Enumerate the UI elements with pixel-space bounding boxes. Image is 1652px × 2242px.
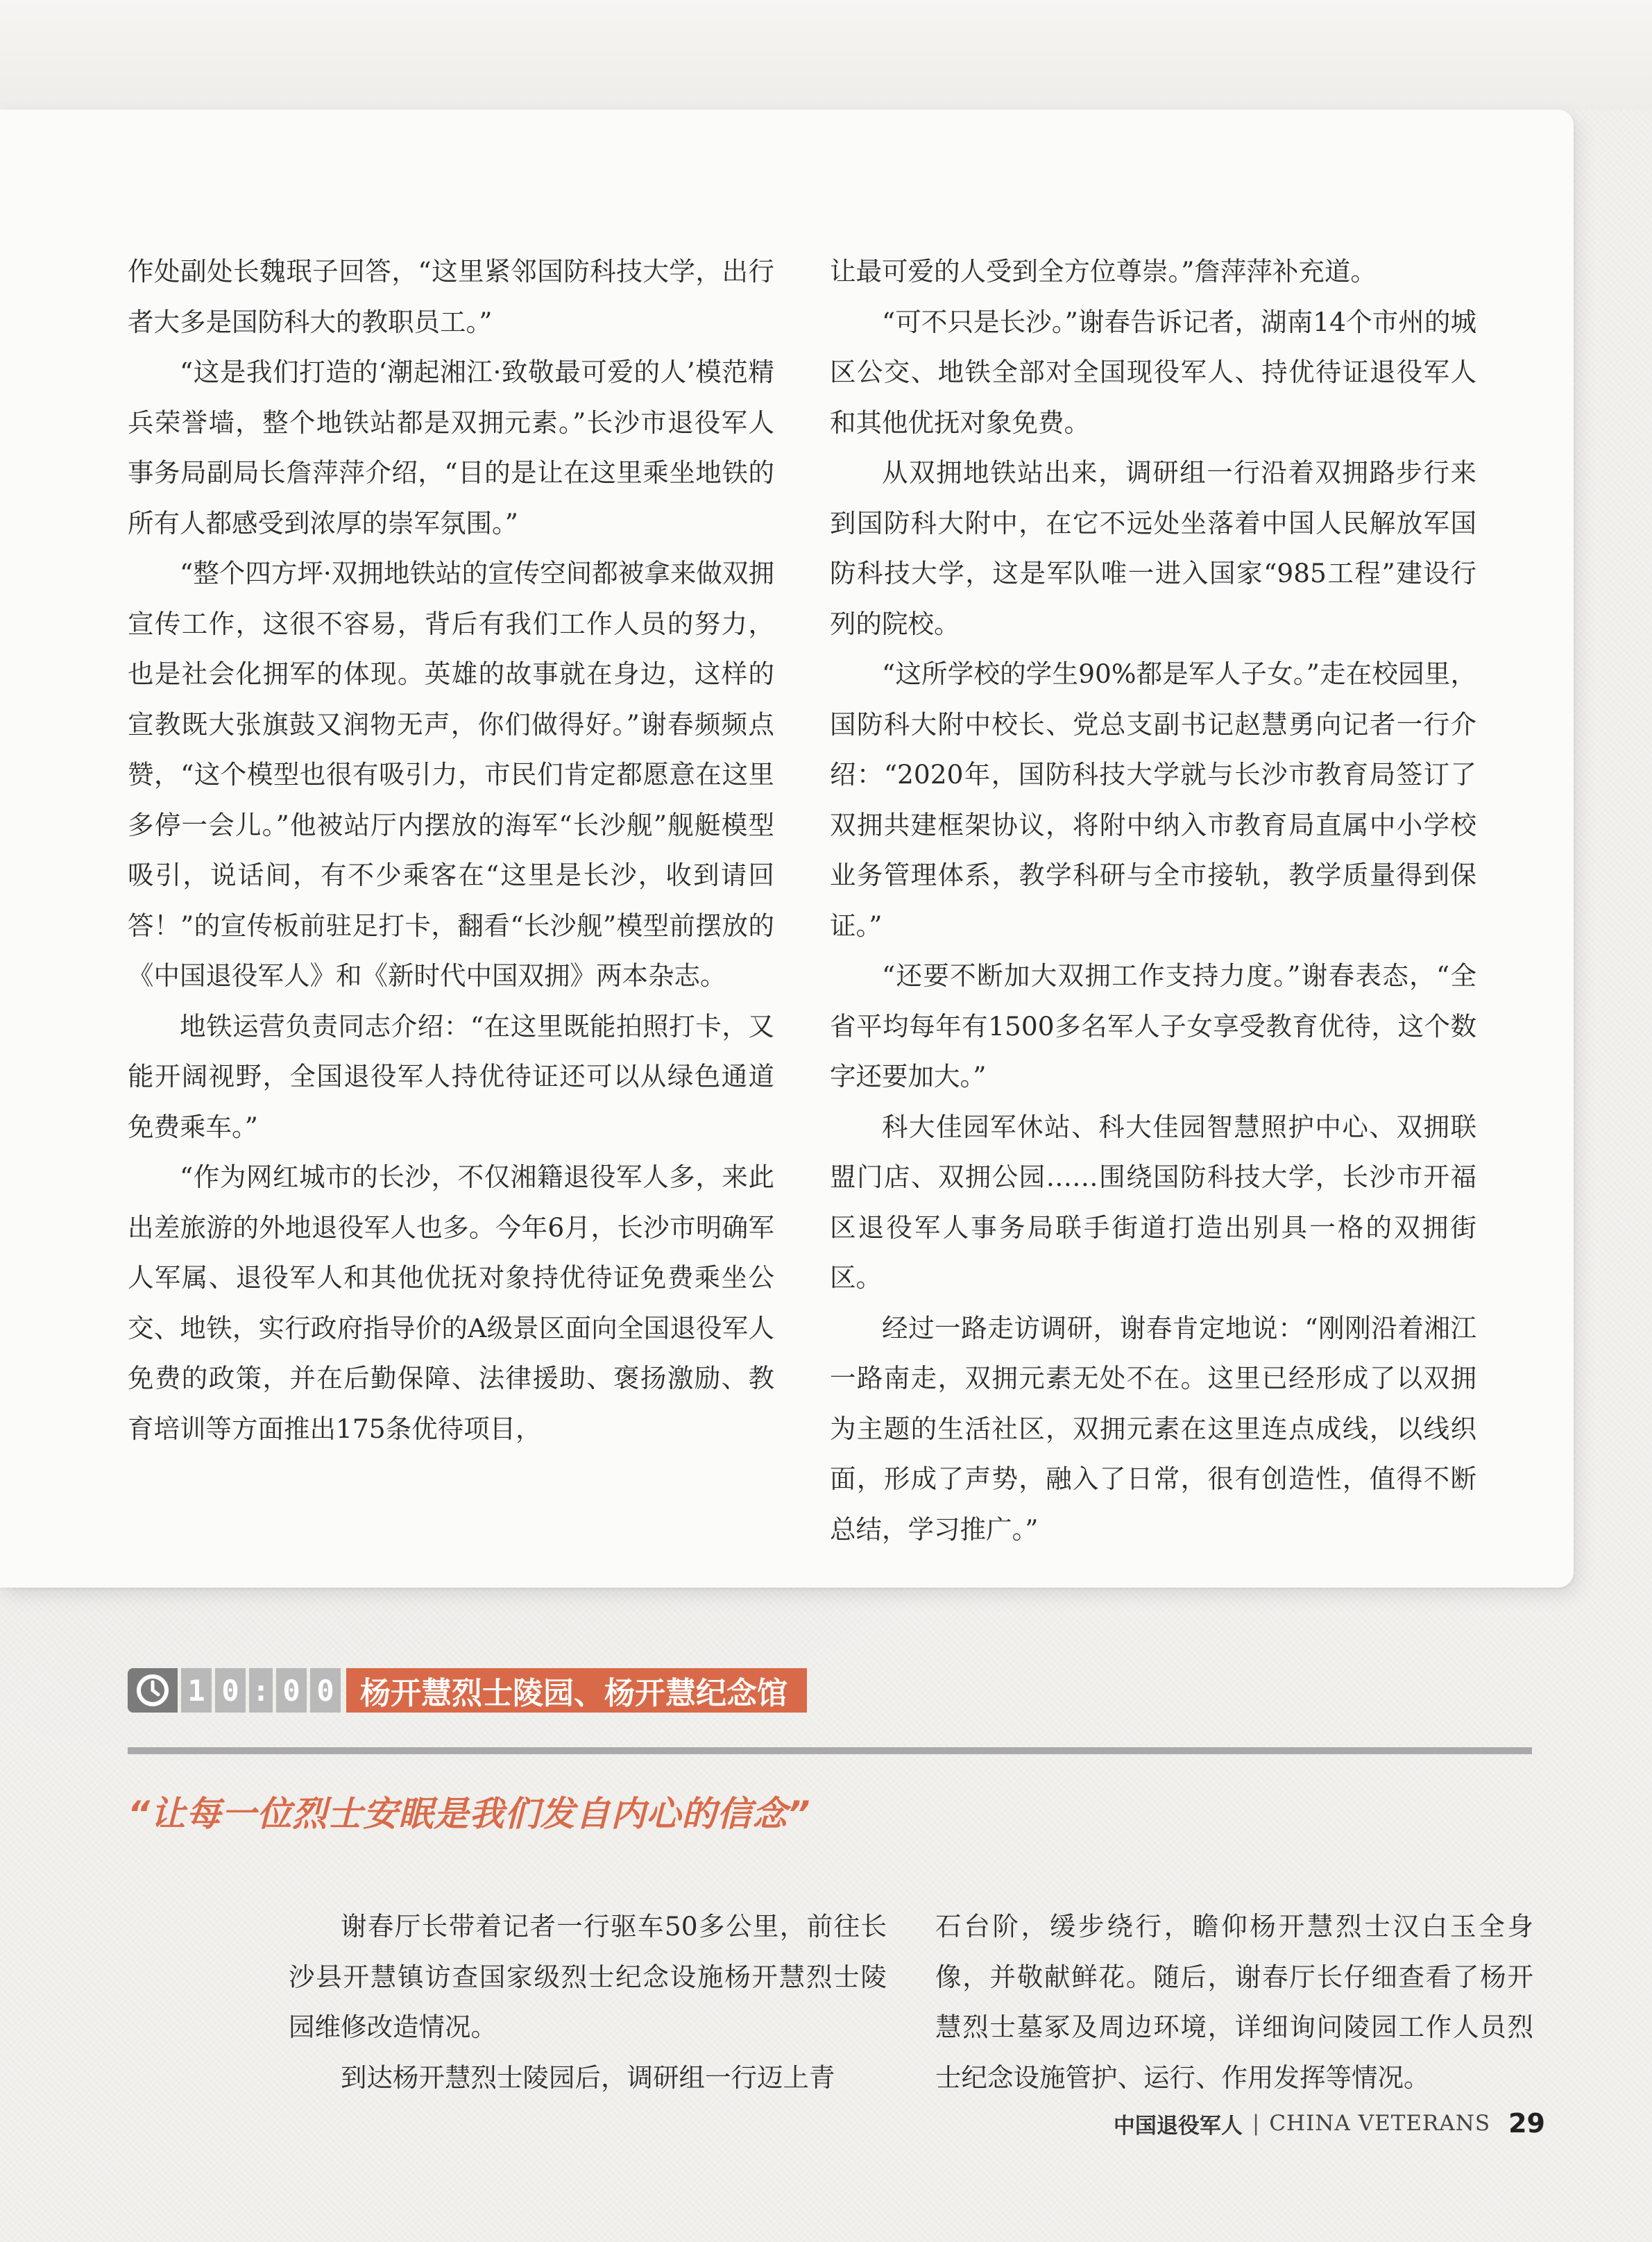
article-column-1 bbox=[128, 246, 774, 1454]
paragraph: “还要不断加大双拥工作支持力度。”谢春表态，“全省平均每年有1500多名军人子女享受教育优待，这个数字还要加大。” bbox=[830, 960, 1476, 1092]
section-title: 杨开慧烈士陵园、杨开慧纪念馆 bbox=[346, 1668, 807, 1713]
section-divider bbox=[128, 1747, 1532, 1754]
time-display bbox=[178, 1668, 341, 1713]
page-number: 29 bbox=[1508, 2108, 1545, 2139]
time-colon: : bbox=[249, 1668, 273, 1713]
paragraph: 让最可爱的人受到全方位尊崇。”詹萍萍补充道。 bbox=[830, 256, 1377, 287]
paragraph: “这所学校的学生90%都是军人子女。”走在校园里，国防科大附中校长、党总支副书记赵慧勇向记者一行介绍：“2020年，国防科技大学就与长沙市教育局签订了双拥共建框架协议，将附中纳入市教育局直属中小学校业务管理体系，教学科研与全市接轨，教学质量得到保证。” bbox=[830, 659, 1476, 941]
section-header bbox=[128, 1668, 807, 1713]
pull-quote: “让每一位烈士安眠是我们发自内心的信念” bbox=[128, 1794, 811, 1834]
page-footer bbox=[1114, 2109, 1545, 2137]
paragraph: 经过一路走访调研，谢春肯定地说：“刚刚沿着湘江一路南走，双拥元素无处不在。这里已经形成了以双拥为主题的生活社区，双拥元素在这里连点成线，以线织面，形成了声势，融入了日常，很有创造性，值得不断总结，学习推广。” bbox=[830, 1312, 1476, 1545]
paragraph: 石台阶，缓步绕行，瞻仰杨开慧烈士汉白玉全身像，并敬献鲜花。随后，谢春厅长仔细查看了杨开慧烈士墓冢及周边环境，详细询问陵园工作人员烈士纪念设施管护、运行、作用发挥等情况。 bbox=[935, 1911, 1533, 2093]
article-column-3 bbox=[289, 1901, 887, 2103]
article-column-2 bbox=[830, 246, 1476, 1554]
paragraph: 从双拥地铁站出来，调研组一行沿着双拥路步行来到国防科大附中，在它不远处坐落着中国人民解放军国防科技大学，这是军队唯一进入国家“985工程”建设行列的院校。 bbox=[830, 457, 1476, 639]
magazine-english-name: CHINA VETERANS bbox=[1269, 2111, 1491, 2136]
paragraph: 到达杨开慧烈士陵园后，调研组一行迈上青 bbox=[341, 2062, 835, 2093]
top-band bbox=[0, 0, 1652, 110]
time-digit: 0 bbox=[310, 1668, 341, 1713]
time-digit: 0 bbox=[276, 1668, 307, 1713]
paragraph: “这是我们打造的‘潮起湘江·致敬最可爱的人’模范精兵荣誉墙，整个地铁站都是双拥元素。”长沙市退役军人事务局副局长詹萍萍介绍，“目的是让在这里乘坐地铁的所有人都感受到浓厚的崇军氛围。” bbox=[128, 357, 774, 538]
paragraph: 谢春厅长带着记者一行驱车50多公里，前往长沙县开慧镇访查国家级烈士纪念设施杨开慧烈士陵园维修改造情况。 bbox=[289, 1911, 887, 2042]
paragraph: “可不只是长沙。”谢春告诉记者，湖南14个市州的城区公交、地铁全部对全国现役军人、持优待证退役军人和其他优抚对象免费。 bbox=[830, 306, 1476, 438]
paragraph: “作为网红城市的长沙，不仅湘籍退役军人多，来此出差旅游的外地退役军人也多。今年6月，长沙市明确军人军属、退役军人和其他优抚对象持优待证免费乘坐公交、地铁，实行政府指导价的A级景区面向全国退役军人免费的政策，并在后勤保障、法律援助、褒扬激励、教育培训等方面推出175条优待项目， bbox=[128, 1162, 774, 1444]
paragraph: “整个四方坪·双拥地铁站的宣传空间都被拿来做双拥宣传工作，这很不容易，背后有我们工作人员的努力，也是社会化拥军的体现。英雄的故事就在身边，这样的宣教既大张旗鼓又润物无声，你们做得好。”谢春频频点赞，“这个模型也很有吸引力，市民们肯定都愿意在这里多停一会儿。”他被站厅内摆放的海军“长沙舰”舰艇模型吸引，说话间，有不少乘客在“这里是长沙，收到请回答！”的宣传板前驻足打卡，翻看“长沙舰”模型前摆放的《中国退役军人》和《新时代中国双拥》两本杂志。 bbox=[128, 558, 774, 991]
article-column-4 bbox=[935, 1901, 1533, 2103]
paragraph: 作处副处长魏珉子回答，“这里紧邻国防科技大学，出行者大多是国防科大的教职员工。” bbox=[128, 256, 774, 337]
time-digit: 0 bbox=[215, 1668, 246, 1713]
paragraph: 科大佳园军休站、科大佳园智慧照护中心、双拥联盟门店、双拥公园……围绕国防科技大学，长沙市开福区退役军人事务局联手街道打造出别具一格的双拥街区。 bbox=[830, 1111, 1476, 1293]
time-digit: 1 bbox=[181, 1668, 212, 1713]
paragraph: 地铁运营负责同志介绍：“在这里既能拍照打卡，又能开阔视野，全国退役军人持优待证还可以从绿色通道免费乘车。” bbox=[128, 1010, 774, 1142]
clock-icon bbox=[128, 1668, 178, 1713]
magazine-name: 中国退役军人 bbox=[1113, 2113, 1243, 2139]
footer-separator: | bbox=[1252, 2111, 1260, 2136]
